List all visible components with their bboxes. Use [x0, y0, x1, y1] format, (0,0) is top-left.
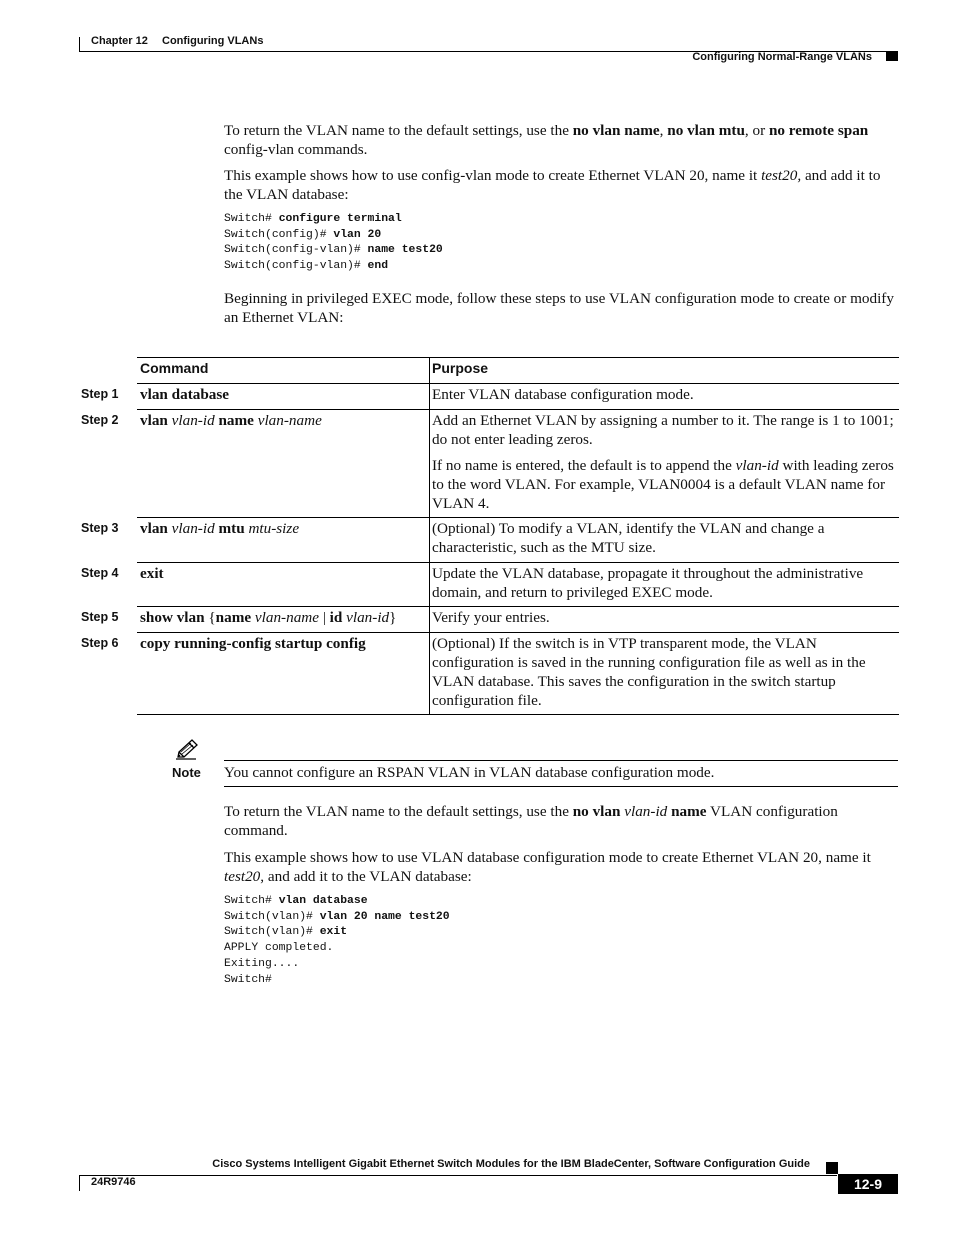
command-keyword: copy running-config startup config	[140, 635, 366, 652]
command-keyword: vlan database	[140, 386, 230, 403]
code-line	[224, 228, 443, 244]
paragraph-default-name-config-vlan	[224, 121, 899, 159]
command-keyword: no vlan name	[572, 122, 660, 139]
argument: vlan-name	[254, 609, 320, 626]
argument: mtu-size	[248, 520, 300, 537]
step-command	[140, 411, 425, 430]
step-command	[140, 564, 425, 583]
code-prompt: Switch(vlan)#	[224, 926, 320, 939]
code-line	[224, 259, 443, 275]
syntax-brace: }	[389, 609, 397, 626]
step-label: Step 1	[81, 387, 119, 401]
code-example-vlan-database	[224, 894, 450, 988]
command-keyword: no vlan mtu	[667, 122, 745, 139]
footer-page-number: 12-9	[838, 1174, 898, 1194]
code-command: vlan 20	[333, 228, 382, 241]
table-row-rule	[137, 562, 899, 563]
table-header-rule	[137, 383, 899, 384]
note-text: You cannot configure an RSPAN VLAN in VLAN database configuration mode.	[224, 764, 715, 781]
code-command: vlan 20 name test20	[319, 910, 450, 923]
code-command: end	[367, 260, 389, 273]
pencil-note-icon	[172, 737, 200, 763]
syntax-separator: |	[319, 609, 330, 626]
step-purpose: Update the VLAN database, propagate it throughout the administrative domain, and return to privileged EXEC mode.	[432, 565, 864, 601]
text: ,	[659, 122, 668, 139]
text: If no name is entered, the default is to append the	[432, 457, 736, 474]
step-command	[140, 385, 425, 404]
text: , or	[744, 122, 769, 139]
footer-left-bar	[79, 1175, 80, 1191]
step-label: Step 2	[81, 413, 119, 427]
table-header-command: Command	[140, 360, 209, 376]
step-label: Step 5	[81, 610, 119, 624]
text: To return the VLAN name to the default settings, use the	[224, 803, 573, 820]
code-prompt: Switch#	[224, 973, 272, 986]
command-keyword: vlan	[140, 412, 172, 429]
step-purpose: (Optional) If the switch is in VTP transparent mode, the VLAN configuration is saved in the running configuration file as well as in the VLAN database. This saves the configuration in the switch startup configuration file.	[432, 635, 866, 709]
argument: vlan-id	[624, 803, 668, 820]
text: To return the VLAN name to the default settings, use the	[224, 122, 573, 139]
step-command	[140, 608, 425, 627]
code-prompt: Switch(config)#	[224, 228, 334, 241]
step-purpose: Enter VLAN database configuration mode.	[432, 386, 694, 403]
paragraph-vlan-db-example	[224, 848, 899, 886]
note-top-rule	[224, 760, 898, 761]
code-output: Exiting....	[224, 957, 300, 970]
code-prompt: Switch#	[224, 213, 279, 225]
argument: test20	[224, 868, 261, 885]
step-command	[140, 634, 425, 653]
code-prompt: Switch(vlan)#	[224, 910, 320, 923]
code-command: name test20	[367, 244, 443, 257]
header-section-title: Configuring Normal-Range VLANs	[692, 51, 872, 63]
argument: vlan-name	[257, 412, 322, 429]
step-command	[140, 519, 425, 538]
header-chapter: Chapter 12	[91, 35, 148, 47]
text: , and add it to the VLAN database:	[260, 868, 472, 885]
step-purpose: Add an Ethernet VLAN by assigning a number to it. The range is 1 to 1001; do not enter leading zeros.	[432, 412, 894, 448]
code-prompt: Switch(config-vlan)#	[224, 260, 368, 273]
note-bottom-rule	[224, 786, 898, 787]
code-output: APPLY completed.	[224, 942, 334, 955]
step-purpose-note	[432, 456, 895, 513]
footer-doc-number: 24R9746	[91, 1176, 136, 1188]
code-line	[224, 941, 450, 957]
table-column-divider	[429, 357, 430, 714]
table-top-rule	[137, 357, 899, 358]
command-keyword: name	[214, 412, 258, 429]
command-keyword: vlan	[140, 520, 172, 537]
syntax-brace: {	[208, 609, 216, 626]
paragraph-default-name-vlan-db	[224, 802, 899, 840]
footer-guide-title: Cisco Systems Intelligent Gigabit Ethernet Switch Modules for the IBM BladeCenter, Software Configuration Guide	[212, 1158, 810, 1170]
code-prompt: Switch(config-vlan)#	[224, 244, 368, 257]
step-label: Step 3	[81, 521, 119, 535]
command-keyword: no vlan	[572, 803, 625, 820]
text: This example shows how to use VLAN database configuration mode to create Ethernet VLAN 20, name it	[224, 849, 871, 866]
argument: vlan-id	[171, 520, 215, 537]
table-row-rule	[137, 409, 899, 410]
argument: vlan-id	[346, 609, 390, 626]
table-row-rule	[137, 517, 899, 518]
code-line	[224, 925, 450, 941]
table-bottom-rule	[137, 714, 899, 715]
step-label: Step 6	[81, 636, 119, 650]
table-header-purpose: Purpose	[432, 360, 489, 376]
text: This example shows how to use config-vlan mode to create Ethernet VLAN 20, name it	[224, 167, 762, 184]
code-line	[224, 894, 450, 910]
code-line	[224, 973, 450, 989]
code-line	[224, 243, 443, 259]
table-row-rule	[137, 632, 899, 633]
argument: test20,	[761, 167, 802, 184]
text: VLAN configuration command.	[224, 803, 838, 839]
code-line	[224, 212, 443, 228]
paragraph-privileged-exec-steps: Beginning in privileged EXEC mode, follow these steps to use VLAN configuration mode to create or modify an Ethernet VLAN:	[224, 290, 894, 326]
command-keyword: exit	[140, 565, 164, 582]
code-line	[224, 910, 450, 926]
footer-marker-block	[826, 1162, 838, 1174]
text: with leading zeros to the word VLAN. For example, VLAN0004 is a default VLAN name for VLAN 4.	[432, 457, 894, 512]
text: config-vlan commands.	[224, 141, 368, 158]
step-purpose: (Optional) To modify a VLAN, identify the VLAN and change a characteristic, such as the MTU size.	[432, 520, 825, 556]
code-prompt: Switch#	[224, 895, 279, 907]
command-keyword: no remote span	[768, 122, 869, 139]
step-purpose: Verify your entries.	[432, 609, 550, 626]
code-command: vlan database	[278, 895, 368, 907]
table-row-rule	[137, 606, 899, 607]
command-keyword: name	[215, 609, 255, 626]
note-label: Note	[172, 765, 201, 780]
argument: vlan-id	[171, 412, 215, 429]
footer-rule	[79, 1175, 837, 1176]
step-label: Step 4	[81, 566, 119, 580]
code-command: exit	[319, 926, 348, 939]
code-line	[224, 957, 450, 973]
header-marker-block	[886, 51, 898, 61]
command-keyword: show vlan	[140, 609, 209, 626]
header-chapter-title: Configuring VLANs	[162, 35, 264, 47]
code-example-config-vlan	[224, 212, 443, 275]
command-keyword: name	[667, 803, 707, 820]
paragraph-config-vlan-example	[224, 166, 899, 204]
header-left-bar	[79, 37, 80, 52]
command-keyword: mtu	[214, 520, 249, 537]
command-keyword: id	[329, 609, 347, 626]
text: and add it to the VLAN database:	[224, 167, 881, 203]
code-command: configure terminal	[278, 213, 402, 225]
argument: vlan-id	[735, 457, 779, 474]
